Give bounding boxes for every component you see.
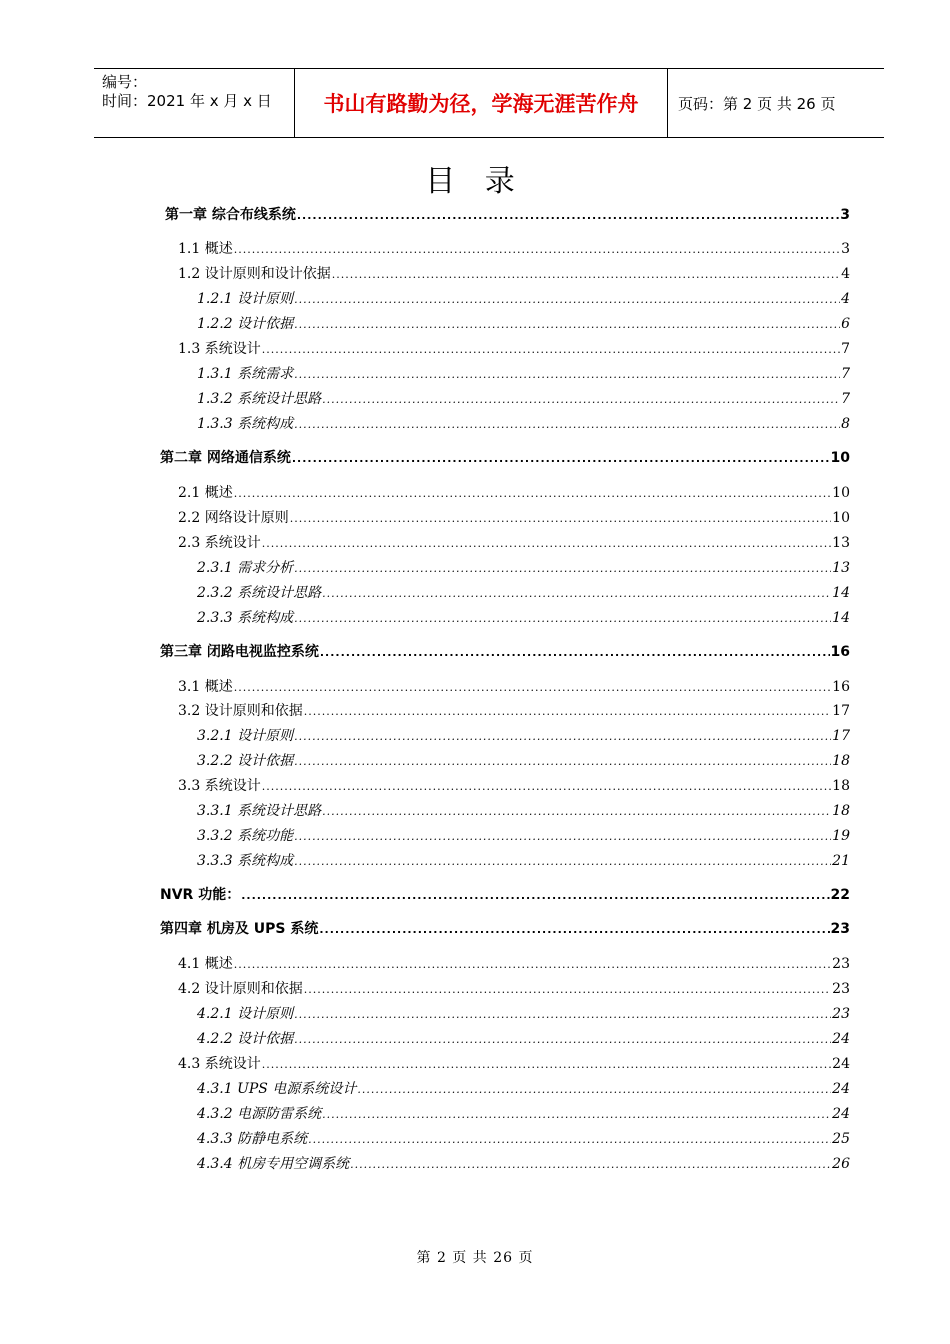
toc-leader-dots xyxy=(294,730,831,743)
toc-entry[interactable] xyxy=(197,1028,850,1048)
toc-entry-page: 4 xyxy=(841,266,850,282)
toc-entry-page: 8 xyxy=(841,416,850,432)
toc-entry-title: 3.2.1 设计原则 xyxy=(197,728,294,744)
toc-entry-page: 16 xyxy=(830,644,850,660)
toc-entry[interactable] xyxy=(197,800,850,820)
toc-entry[interactable] xyxy=(178,338,850,358)
toc-entry-page: 13 xyxy=(832,560,850,576)
toc-entry-page: 13 xyxy=(832,535,850,551)
toc-entry[interactable] xyxy=(197,850,850,870)
toc-entry[interactable] xyxy=(178,507,850,527)
toc-leader-dots xyxy=(304,983,831,996)
toc-entry[interactable] xyxy=(160,641,850,661)
toc-entry[interactable] xyxy=(197,750,850,770)
toc-entry-page: 22 xyxy=(830,887,850,903)
toc-entry-page: 24 xyxy=(832,1031,850,1047)
toc-entry-title: 1.3.2 系统设计思路 xyxy=(197,391,322,407)
toc-title: 目 录 xyxy=(425,164,525,199)
toc-entry-title: 1.3.3 系统构成 xyxy=(197,416,294,432)
toc-entry-title: 2.3.3 系统构成 xyxy=(197,610,294,626)
toc-entry-page: 26 xyxy=(832,1156,850,1172)
toc-entry-title: 第三章 闭路电视监控系统 xyxy=(160,644,319,660)
toc-entry-page: 16 xyxy=(832,679,850,695)
number-label: 编号： xyxy=(102,73,148,91)
toc-entry-page: 3 xyxy=(841,241,850,257)
toc-entry[interactable] xyxy=(178,953,850,973)
toc-entry-title: 4.2.1 设计原则 xyxy=(197,1006,294,1022)
toc-entry-page: 23 xyxy=(832,1006,850,1022)
toc-entry-page: 3 xyxy=(840,207,850,223)
toc-leader-dots xyxy=(294,368,840,381)
toc-entry[interactable] xyxy=(178,532,850,552)
toc-entry-page: 7 xyxy=(841,341,850,357)
toc-entry-page: 24 xyxy=(832,1081,850,1097)
page-header-table xyxy=(94,68,884,138)
toc-entry[interactable] xyxy=(160,918,850,938)
toc-entry-page: 18 xyxy=(832,778,850,794)
toc-entry-page: 14 xyxy=(832,610,850,626)
toc-leader-dots xyxy=(294,830,831,843)
toc-entry-page: 18 xyxy=(832,753,850,769)
toc-entry-title: 2.2 网络设计原则 xyxy=(178,510,289,526)
toc-entry-title: 2.3.2 系统设计思路 xyxy=(197,585,322,601)
toc-entry-title: 第四章 机房及 UPS 系统 xyxy=(160,921,319,937)
toc-entry-page: 10 xyxy=(832,510,850,526)
toc-leader-dots xyxy=(294,1008,831,1021)
toc-leader-dots xyxy=(262,1058,831,1071)
toc-entry-page: 18 xyxy=(832,803,850,819)
toc-entry[interactable] xyxy=(197,388,850,408)
toc-leader-dots xyxy=(234,487,831,500)
toc-entry[interactable] xyxy=(178,676,850,696)
toc-entry-title: 3.3 系统设计 xyxy=(178,778,261,794)
toc-leader-dots xyxy=(262,537,831,550)
toc-entry-title: 2.3 系统设计 xyxy=(178,535,261,551)
toc-entry[interactable] xyxy=(197,607,850,627)
toc-leader-dots xyxy=(294,855,831,868)
time-label: 时间：2021 年 x 月 x 日 xyxy=(102,92,272,110)
toc-entry-title: 3.2 设计原则和依据 xyxy=(178,703,303,719)
toc-leader-dots xyxy=(294,562,831,575)
toc-entry-page: 17 xyxy=(832,703,850,719)
toc-leader-dots xyxy=(332,268,840,281)
toc-leader-dots xyxy=(308,1133,831,1146)
toc-entry-title: 1.3.1 系统需求 xyxy=(197,366,294,382)
toc-entry-title: 4.2.2 设计依据 xyxy=(197,1031,294,1047)
toc-entry[interactable] xyxy=(178,263,850,283)
toc-entry[interactable] xyxy=(160,447,850,467)
toc-entry-page: 10 xyxy=(830,450,850,466)
toc-entry-title: 1.2.1 设计原则 xyxy=(197,291,294,307)
toc-entry-title: 1.1 概述 xyxy=(178,241,233,257)
toc-leader-dots xyxy=(294,1033,831,1046)
header-slogan: 书山有路勤为径，学海无涯苦作舟 xyxy=(295,69,668,137)
toc-entry-page: 6 xyxy=(841,316,850,332)
toc-entry-page: 23 xyxy=(832,981,850,997)
toc-entry-page: 24 xyxy=(832,1056,850,1072)
toc-leader-dots xyxy=(262,780,831,793)
toc-leader-dots xyxy=(357,1083,831,1096)
toc-entry[interactable] xyxy=(160,884,850,904)
toc-entry-title: 4.1 概述 xyxy=(178,956,233,972)
toc-entry-page: 7 xyxy=(841,366,850,382)
toc-entry[interactable] xyxy=(197,363,850,383)
toc-entry[interactable] xyxy=(197,1003,850,1023)
toc-entry-title: 4.3.1 UPS 电源系统设计 xyxy=(197,1081,357,1097)
toc-leader-dots xyxy=(322,587,831,600)
toc-entry-title: 第一章 综合布线系统 xyxy=(165,207,296,223)
page-footer: 第 2 页 共 26 页 xyxy=(416,1250,534,1266)
toc-entry[interactable] xyxy=(178,482,850,502)
toc-leader-dots xyxy=(350,1158,831,1171)
toc-entry[interactable] xyxy=(178,978,850,998)
toc-leader-dots xyxy=(322,1108,831,1121)
toc-entry[interactable] xyxy=(197,1103,850,1123)
toc-entry-page: 7 xyxy=(841,391,850,407)
toc-leader-dots xyxy=(304,705,831,718)
toc-entry-page: 19 xyxy=(832,828,850,844)
toc-leader-dots xyxy=(294,418,840,431)
toc-entry-page: 25 xyxy=(832,1131,850,1147)
toc-leader-dots xyxy=(234,681,831,694)
toc-entry-title: 4.3.3 防静电系统 xyxy=(197,1131,308,1147)
toc-leader-dots xyxy=(292,452,830,465)
toc-entry-title: 2.3.1 需求分析 xyxy=(197,560,294,576)
toc-entry-page: 23 xyxy=(832,956,850,972)
toc-entry[interactable] xyxy=(178,1053,850,1073)
toc-entry-title: 3.1 概述 xyxy=(178,679,233,695)
toc-entry-title: 4.3.2 电源防雷系统 xyxy=(197,1106,322,1122)
toc-entry-title: 4.3 系统设计 xyxy=(178,1056,261,1072)
toc-entry-title: 2.1 概述 xyxy=(178,485,233,501)
toc-entry[interactable] xyxy=(197,288,850,308)
toc-entry-title: 3.3.3 系统构成 xyxy=(197,853,294,869)
toc-entry[interactable] xyxy=(197,413,850,433)
header-meta xyxy=(94,69,295,137)
toc-entry-title: 4.2 设计原则和依据 xyxy=(178,981,303,997)
toc-entry-title: 第二章 网络通信系统 xyxy=(160,450,291,466)
toc-entry[interactable] xyxy=(197,825,850,845)
toc-leader-dots xyxy=(294,293,840,306)
toc-entry-title: 3.2.2 设计依据 xyxy=(197,753,294,769)
toc-leader-dots xyxy=(262,343,840,356)
toc-leader-dots xyxy=(294,318,840,331)
toc-entry[interactable] xyxy=(197,582,850,602)
toc-leader-dots xyxy=(294,755,831,768)
toc-leader-dots xyxy=(319,923,829,936)
toc-entry-page: 17 xyxy=(832,728,850,744)
toc-entry-page: 24 xyxy=(832,1106,850,1122)
toc-leader-dots xyxy=(234,958,831,971)
toc-entry-page: 14 xyxy=(832,585,850,601)
toc-entry[interactable] xyxy=(165,204,850,224)
toc-leader-dots xyxy=(322,805,831,818)
toc-entry[interactable] xyxy=(197,313,850,333)
toc-entry[interactable] xyxy=(178,700,850,720)
toc-entry[interactable] xyxy=(197,725,850,745)
toc-entry-title: 1.2.2 设计依据 xyxy=(197,316,294,332)
toc-entry-title: NVR 功能： xyxy=(160,887,241,903)
toc-entry[interactable] xyxy=(197,557,850,577)
toc-entry-page: 10 xyxy=(832,485,850,501)
toc-entry-title: 4.3.4 机房专用空调系统 xyxy=(197,1156,350,1172)
toc-entry[interactable] xyxy=(197,1128,850,1148)
toc-leader-dots xyxy=(234,243,840,256)
toc-entry[interactable] xyxy=(178,775,850,795)
toc-leader-dots xyxy=(320,646,830,659)
toc-entry-page: 4 xyxy=(841,291,850,307)
toc-leader-dots xyxy=(290,512,831,525)
toc-entry-title: 3.3.1 系统设计思路 xyxy=(197,803,322,819)
toc-entry-title: 3.3.2 系统功能 xyxy=(197,828,294,844)
toc-entry-title: 1.3 系统设计 xyxy=(178,341,261,357)
toc-entry[interactable] xyxy=(197,1153,850,1173)
toc-entry[interactable] xyxy=(178,238,850,258)
toc-leader-dots xyxy=(294,612,831,625)
toc-entry[interactable] xyxy=(197,1078,850,1098)
header-page-info: 页码：第 2 页 共 26 页 xyxy=(678,94,836,113)
toc-entry-page: 23 xyxy=(830,921,850,937)
toc-leader-dots xyxy=(241,889,829,902)
toc-entry-title: 1.2 设计原则和设计依据 xyxy=(178,266,331,282)
toc-entry-page: 21 xyxy=(832,853,850,869)
toc-leader-dots xyxy=(297,209,839,222)
toc-leader-dots xyxy=(322,393,840,406)
